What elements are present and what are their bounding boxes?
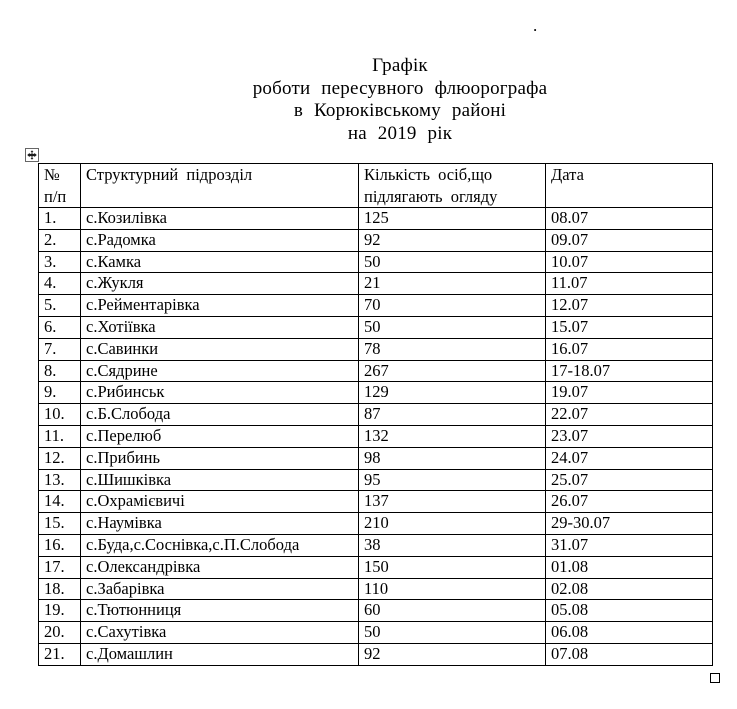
table-header-row xyxy=(39,164,713,208)
person-count-cell: 70 xyxy=(359,295,546,317)
header-row-number xyxy=(39,164,81,208)
structural-unit-cell: с.Перелюб xyxy=(81,425,359,447)
structural-unit-cell: с.Забарівка xyxy=(81,578,359,600)
date-cell: 22.07 xyxy=(546,404,713,426)
table-row xyxy=(39,229,713,251)
header-date-line1: Дата xyxy=(551,165,584,184)
table-row xyxy=(39,208,713,230)
date-cell: 12.07 xyxy=(546,295,713,317)
structural-unit-cell: с.Б.Слобода xyxy=(81,404,359,426)
date-cell: 11.07 xyxy=(546,273,713,295)
document-title xyxy=(70,55,730,145)
table-row xyxy=(39,491,713,513)
title-line-3: в Корюківському районі xyxy=(293,100,507,121)
schedule-table xyxy=(38,163,713,666)
header-structural-unit-line1: Структурний підрозділ xyxy=(86,165,253,184)
table-row xyxy=(39,404,713,426)
person-count-cell: 38 xyxy=(359,534,546,556)
row-number-cell: 1. xyxy=(39,208,81,230)
structural-unit-cell: с.Шишківка xyxy=(81,469,359,491)
row-number-cell: 16. xyxy=(39,534,81,556)
structural-unit-cell: с.Жукля xyxy=(81,273,359,295)
row-number-cell: 13. xyxy=(39,469,81,491)
table-row xyxy=(39,360,713,382)
person-count-cell: 50 xyxy=(359,251,546,273)
structural-unit-cell: с.Охрамієвичі xyxy=(81,491,359,513)
structural-unit-cell: с.Хотіївка xyxy=(81,316,359,338)
row-number-cell: 3. xyxy=(39,251,81,273)
structural-unit-cell: с.Козилівка xyxy=(81,208,359,230)
table-row xyxy=(39,534,713,556)
row-number-cell: 6. xyxy=(39,316,81,338)
header-row-number-line1: № xyxy=(44,165,60,184)
row-number-cell: 18. xyxy=(39,578,81,600)
row-number-cell: 19. xyxy=(39,600,81,622)
row-number-cell: 11. xyxy=(39,425,81,447)
person-count-cell: 125 xyxy=(359,208,546,230)
person-count-cell: 98 xyxy=(359,447,546,469)
table-row xyxy=(39,251,713,273)
row-number-cell: 5. xyxy=(39,295,81,317)
structural-unit-cell: с.Тютюнниця xyxy=(81,600,359,622)
person-count-cell: 50 xyxy=(359,316,546,338)
table-row xyxy=(39,316,713,338)
date-cell: 06.08 xyxy=(546,622,713,644)
table-row xyxy=(39,513,713,535)
date-cell: 01.08 xyxy=(546,556,713,578)
person-count-cell: 129 xyxy=(359,382,546,404)
stray-period-text: . xyxy=(533,16,538,35)
table-row xyxy=(39,556,713,578)
date-cell: 16.07 xyxy=(546,338,713,360)
row-number-cell: 14. xyxy=(39,491,81,513)
row-number-cell: 17. xyxy=(39,556,81,578)
row-number-cell: 8. xyxy=(39,360,81,382)
structural-unit-cell: с.Рибинськ xyxy=(81,382,359,404)
structural-unit-cell: с.Рейментарівка xyxy=(81,295,359,317)
table-row xyxy=(39,600,713,622)
table-move-handle[interactable] xyxy=(25,148,39,162)
header-date xyxy=(546,164,713,208)
table-body xyxy=(39,208,713,666)
structural-unit-cell: с.Наумівка xyxy=(81,513,359,535)
structural-unit-cell: с.Камка xyxy=(81,251,359,273)
row-number-cell: 7. xyxy=(39,338,81,360)
person-count-cell: 95 xyxy=(359,469,546,491)
table-row xyxy=(39,338,713,360)
person-count-cell: 92 xyxy=(359,643,546,665)
title-line-1: Графік xyxy=(372,55,428,76)
header-person-count xyxy=(359,164,546,208)
title-line-2: роботи пересувного флюорографа xyxy=(252,77,548,99)
person-count-cell: 267 xyxy=(359,360,546,382)
header-person-count-line1: Кількість осіб,що xyxy=(364,165,493,184)
row-number-cell: 15. xyxy=(39,513,81,535)
table-row xyxy=(39,425,713,447)
person-count-cell: 87 xyxy=(359,404,546,426)
header-structural-unit xyxy=(81,164,359,208)
table-row xyxy=(39,578,713,600)
row-number-cell: 9. xyxy=(39,382,81,404)
person-count-cell: 150 xyxy=(359,556,546,578)
person-count-cell: 132 xyxy=(359,425,546,447)
structural-unit-cell: с.Прибинь xyxy=(81,447,359,469)
row-number-cell: 12. xyxy=(39,447,81,469)
table-row xyxy=(39,273,713,295)
row-number-cell: 10. xyxy=(39,404,81,426)
table-row xyxy=(39,447,713,469)
table-row xyxy=(39,382,713,404)
structural-unit-cell: с.Домашлин xyxy=(81,643,359,665)
person-count-cell: 21 xyxy=(359,273,546,295)
person-count-cell: 210 xyxy=(359,513,546,535)
title-line-4: на 2019 рік xyxy=(347,122,453,144)
table-resize-handle[interactable] xyxy=(710,673,720,683)
structural-unit-cell: с.Савинки xyxy=(81,338,359,360)
row-number-cell: 20. xyxy=(39,622,81,644)
date-cell: 07.08 xyxy=(546,643,713,665)
date-cell: 31.07 xyxy=(546,534,713,556)
date-cell: 24.07 xyxy=(546,447,713,469)
structural-unit-cell: с.Радомка xyxy=(81,229,359,251)
header-row-number-line2: п/п xyxy=(44,186,67,206)
person-count-cell: 137 xyxy=(359,491,546,513)
date-cell: 19.07 xyxy=(546,382,713,404)
header-person-count-line2: підлягають огляду xyxy=(364,186,498,206)
date-cell: 25.07 xyxy=(546,469,713,491)
structural-unit-cell: с.Олександрівка xyxy=(81,556,359,578)
table-row xyxy=(39,622,713,644)
table-row xyxy=(39,469,713,491)
date-cell: 09.07 xyxy=(546,229,713,251)
structural-unit-cell: с.Буда,с.Соснівка,с.П.Слобода xyxy=(81,534,359,556)
date-cell: 05.08 xyxy=(546,600,713,622)
date-cell: 10.07 xyxy=(546,251,713,273)
date-cell: 26.07 xyxy=(546,491,713,513)
date-cell: 23.07 xyxy=(546,425,713,447)
date-cell: 08.07 xyxy=(546,208,713,230)
date-cell: 17-18.07 xyxy=(546,360,713,382)
row-number-cell: 21. xyxy=(39,643,81,665)
table-row xyxy=(39,643,713,665)
person-count-cell: 78 xyxy=(359,338,546,360)
move-icon xyxy=(27,150,37,160)
row-number-cell: 4. xyxy=(39,273,81,295)
structural-unit-cell: с.Сядрине xyxy=(81,360,359,382)
person-count-cell: 92 xyxy=(359,229,546,251)
person-count-cell: 110 xyxy=(359,578,546,600)
table-row xyxy=(39,295,713,317)
date-cell: 29-30.07 xyxy=(546,513,713,535)
row-number-cell: 2. xyxy=(39,229,81,251)
date-cell: 15.07 xyxy=(546,316,713,338)
person-count-cell: 60 xyxy=(359,600,546,622)
person-count-cell: 50 xyxy=(359,622,546,644)
structural-unit-cell: с.Сахутівка xyxy=(81,622,359,644)
date-cell: 02.08 xyxy=(546,578,713,600)
